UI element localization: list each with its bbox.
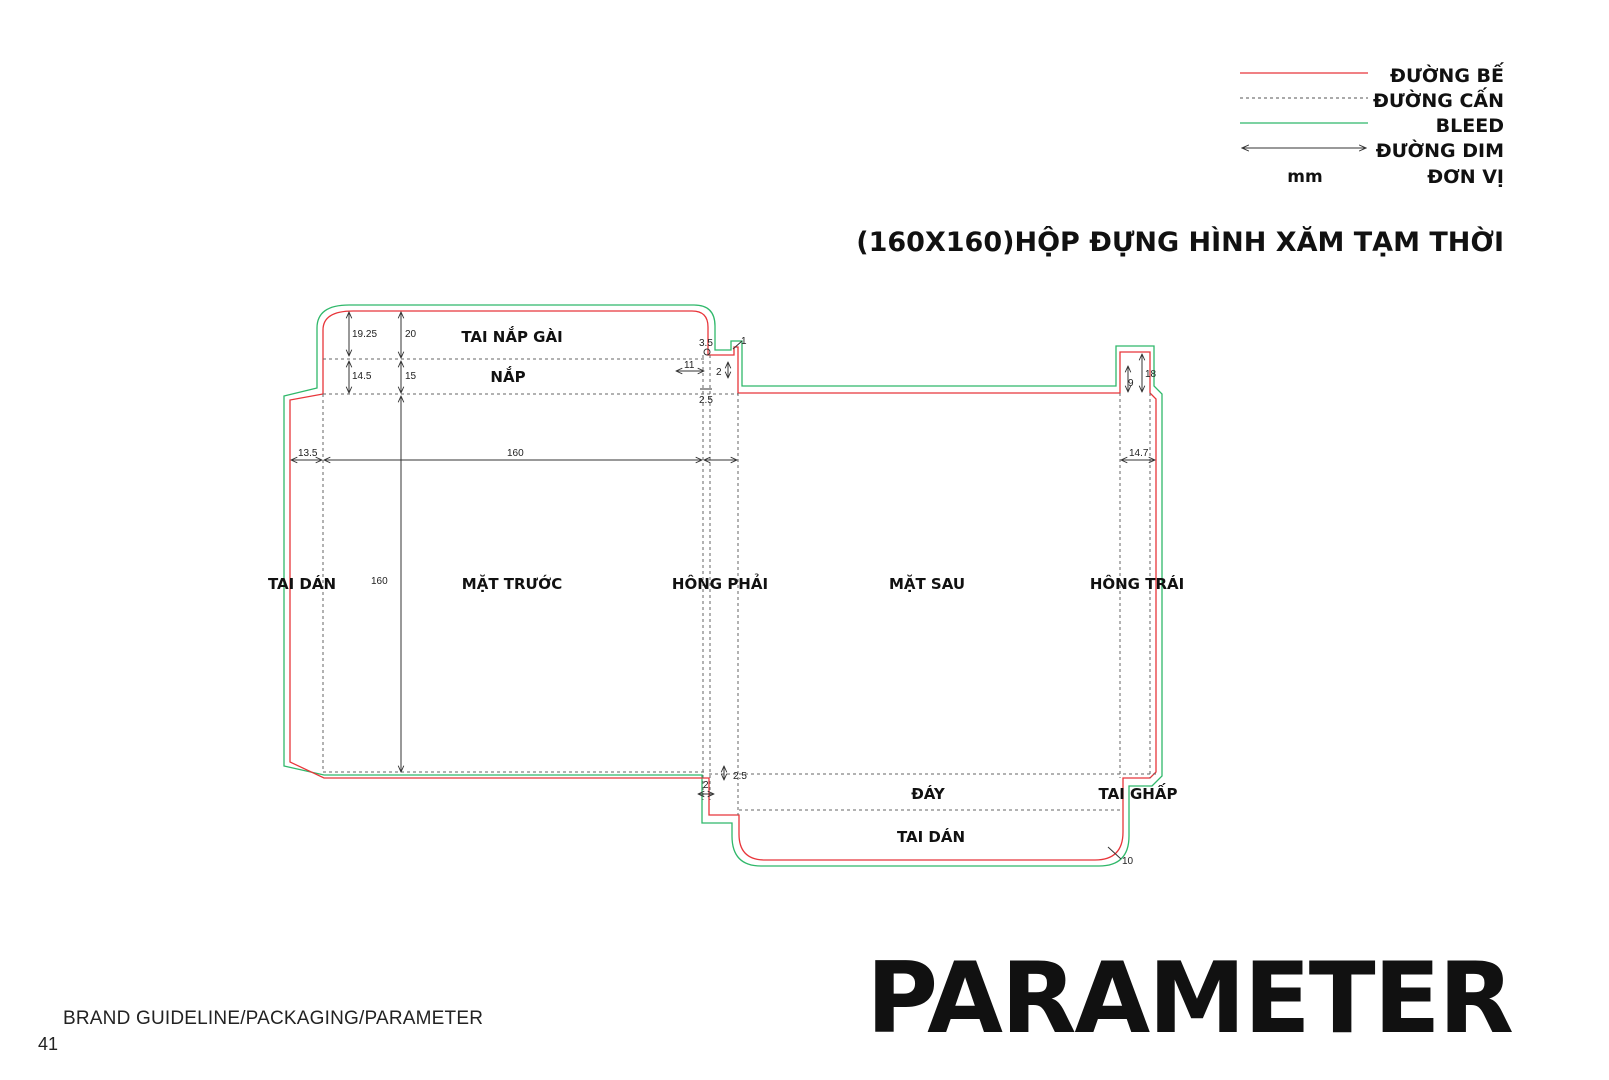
- panel-tai-ghap: TAI GHẤP: [1098, 785, 1178, 803]
- dim-label-10: 10: [1122, 856, 1134, 867]
- panel-tai-dan-bottom: TAI DÁN: [896, 828, 966, 846]
- panel-labels: [268, 325, 1184, 846]
- dim-marker-3-5: [704, 349, 710, 355]
- dim-label-13-5: 13.5: [298, 448, 318, 459]
- dim-label-160-v: 160: [371, 576, 388, 587]
- diagram-title: (160X160)HỘP ĐỰNG HÌNH XĂM TẠM THỜI: [856, 227, 1504, 258]
- dim-label-9: 9: [1128, 378, 1134, 389]
- panel-day: ĐÁY: [911, 785, 945, 803]
- dim-label-20: 20: [405, 329, 417, 340]
- panel-tai-dan-left: TAI DÁN: [267, 575, 337, 593]
- panel-nap: NẮP: [490, 368, 526, 386]
- panel-hong-phai: HÔNG PHẢI: [671, 575, 769, 593]
- legend: [1240, 61, 1504, 188]
- dimension-labels: [298, 329, 1157, 867]
- dim-label-18: 18: [1145, 369, 1157, 380]
- dim-label-2-5-bottom: 2.5: [733, 771, 747, 782]
- legend-unit-label: ĐƠN VỊ: [1427, 166, 1504, 188]
- page-number: 41: [38, 1034, 59, 1054]
- panel-tai-nap-gai: TAI NẮP GÀI: [461, 328, 563, 346]
- legend-cut-label: ĐƯỜNG BẾ: [1390, 65, 1504, 87]
- dim-label-1: 1: [741, 336, 747, 347]
- dim-label-2-top: 2: [716, 367, 722, 378]
- panel-hong-trai: HÔNG TRÁI: [1089, 575, 1185, 593]
- panel-mat-truoc: MẶT TRƯỚC: [461, 575, 563, 593]
- dim-label-3-5: 3.5: [699, 338, 713, 349]
- legend-crease-label: ĐƯỜNG CẤN: [1372, 90, 1504, 112]
- dim-label-19-25: 19.25: [352, 329, 378, 340]
- parameter-heading: PARAMETER: [866, 942, 1512, 1056]
- dim-label-2-bottom: 2: [703, 780, 709, 791]
- legend-dimension-label: ĐƯỜNG DIM: [1375, 140, 1504, 162]
- panel-mat-sau: MẶT SAU: [888, 575, 966, 593]
- dim-label-2-5-top: 2.5: [699, 395, 713, 406]
- legend-bleed-label: BLEED: [1435, 115, 1504, 137]
- breadcrumb: BRAND GUIDELINE/PACKAGING/PARAMETER: [63, 1008, 484, 1029]
- dim-label-14-5: 14.5: [352, 371, 372, 382]
- dim-label-14-7: 14.7: [1129, 448, 1149, 459]
- dim-label-15: 15: [405, 371, 417, 382]
- dim-label-11: 11: [684, 360, 695, 371]
- dim-label-160-h: 160: [507, 448, 524, 459]
- legend-unit-value: mm: [1287, 167, 1323, 187]
